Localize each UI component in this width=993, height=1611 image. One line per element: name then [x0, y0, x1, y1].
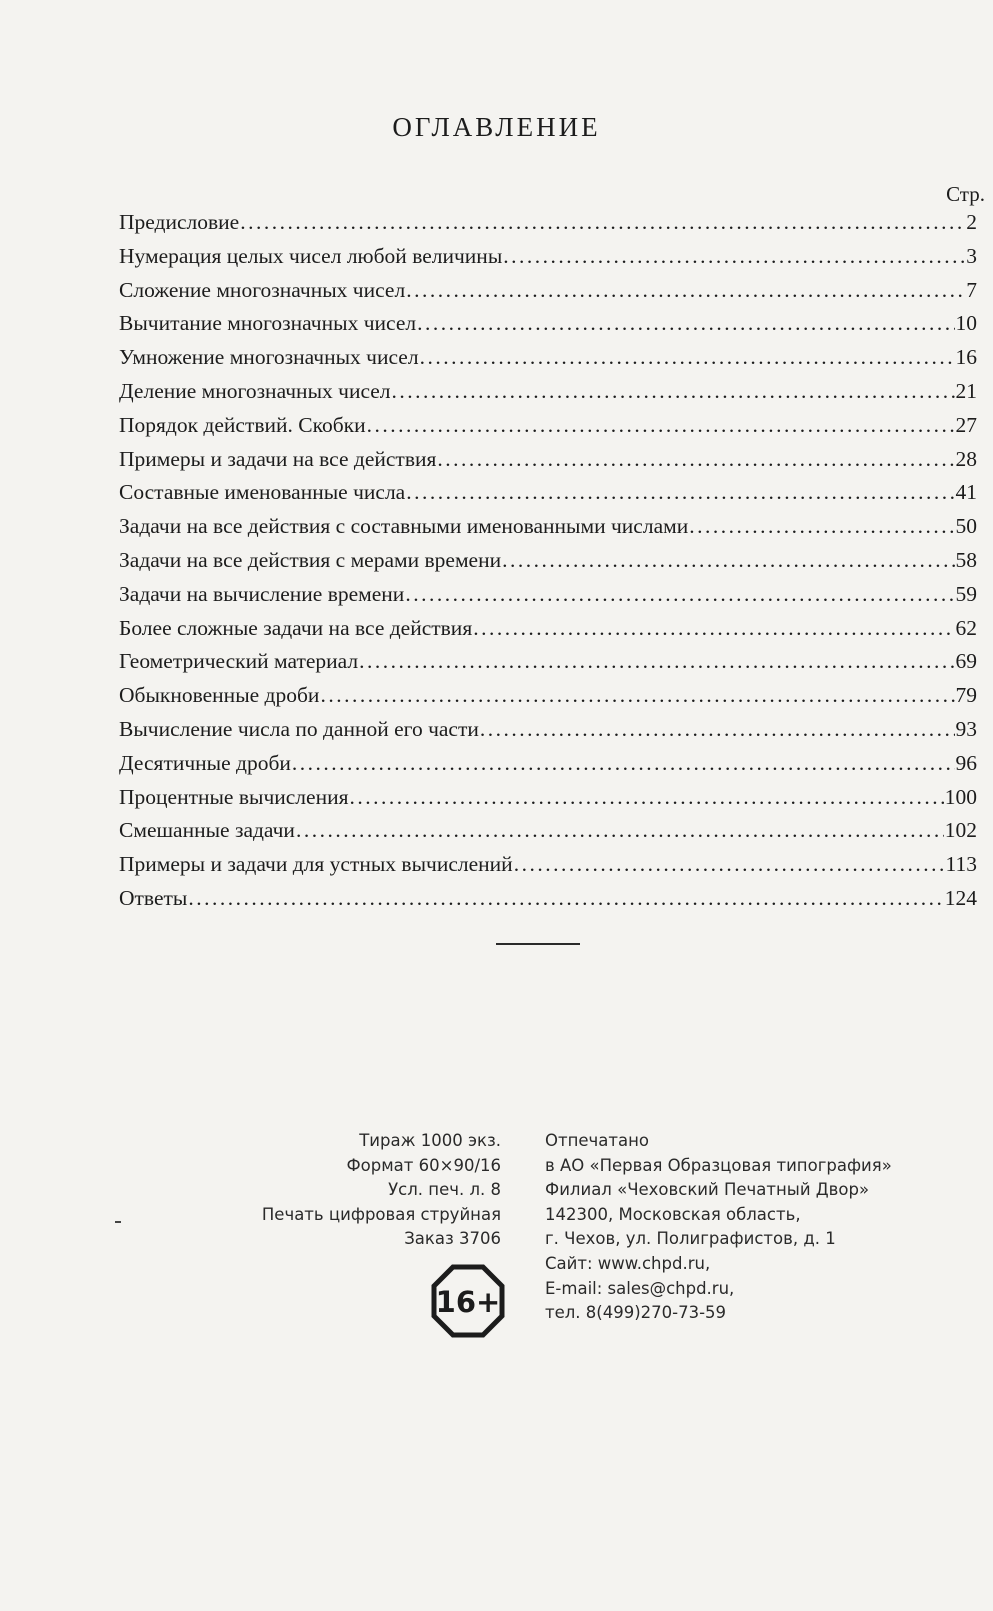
- toc-leader-dots: [473, 612, 954, 646]
- toc-leader-dots: [417, 307, 954, 341]
- toc-entry: [119, 206, 977, 240]
- toc-entry-title: Предисловие: [119, 210, 240, 234]
- toc-entry: [119, 544, 977, 578]
- age-rating-label: 16+: [435, 1285, 501, 1319]
- toc-entry-title: Ответы: [119, 885, 188, 910]
- toc-entry: [119, 375, 977, 409]
- toc-leader-dots: [514, 848, 945, 882]
- toc-entry: [119, 476, 977, 510]
- toc-leader-dots: [188, 882, 943, 916]
- toc-entry-title: Процентные вычисления: [119, 784, 349, 809]
- toc-entry-page: 50: [955, 514, 977, 539]
- toc-entry-page: 27: [955, 412, 977, 437]
- toc-entry-page: 96: [955, 750, 977, 775]
- toc-entry: [119, 409, 977, 443]
- toc-entry-title: Десятичные дроби: [119, 750, 291, 775]
- octagon-icon: [431, 1264, 505, 1338]
- toc-entry: [119, 510, 977, 544]
- toc-entry-title: Нумерация целых чисел любой величины: [119, 243, 503, 268]
- toc-entry-title: Примеры и задачи для устных вычислений: [119, 852, 513, 877]
- toc-leader-dots: [503, 240, 965, 274]
- toc-entry-title: Смешанные задачи: [119, 818, 295, 843]
- toc-leader-dots: [437, 443, 954, 477]
- section-divider: [496, 943, 580, 945]
- imprint-line: Заказ 3706: [404, 1229, 501, 1249]
- toc-entry: [119, 307, 977, 341]
- imprint-line: г. Чехов, ул. Полиграфистов, д. 1: [545, 1229, 836, 1249]
- toc-leader-dots: [359, 645, 954, 679]
- toc-entry-page: 3: [966, 243, 977, 268]
- toc-leader-dots: [349, 781, 943, 815]
- toc-leader-dots: [689, 510, 954, 544]
- toc-entry: [119, 781, 977, 815]
- toc-entry-page: 10: [955, 311, 977, 336]
- toc-entry-page: 28: [955, 446, 977, 471]
- toc-leader-dots: [240, 206, 965, 240]
- toc-leader-dots: [296, 814, 944, 848]
- toc-entry-page: 100: [944, 784, 977, 809]
- toc-entry-page: 21: [955, 378, 977, 403]
- table-of-contents: [119, 206, 977, 916]
- toc-entry: [119, 578, 977, 612]
- toc-entry-page: 58: [955, 547, 977, 572]
- toc-entry-title: Обыкновенные дроби: [119, 683, 320, 708]
- imprint-line: Формат 60×90/16: [346, 1155, 501, 1175]
- toc-leader-dots: [480, 713, 955, 747]
- toc-entry-page: 62: [955, 615, 977, 640]
- imprint-line: Печать цифровая струйная: [261, 1204, 501, 1224]
- toc-leader-dots: [392, 375, 955, 409]
- toc-entry-page: 79: [955, 683, 977, 708]
- toc-entry-title: Деление многозначных чисел: [119, 378, 391, 403]
- toc-leader-dots: [320, 679, 954, 713]
- imprint-line: Филиал «Чеховский Печатный Двор»: [545, 1180, 870, 1200]
- page-title: ОГЛАВЛЕНИЕ: [392, 112, 601, 142]
- toc-entry-title: Умножение многозначных чисел: [119, 345, 419, 370]
- imprint-line: 142300, Московская область,: [545, 1204, 801, 1224]
- toc-entry-title: Более сложные задачи на все действия: [119, 615, 473, 640]
- toc-entry-title: Задачи на все действия с мерами времени: [119, 547, 502, 572]
- toc-entry: [119, 882, 977, 916]
- toc-entry-title: Примеры и задачи на все действия: [119, 446, 437, 471]
- toc-entry-page: 124: [944, 885, 977, 910]
- toc-entry-page: 69: [955, 649, 977, 674]
- imprint-print-details: [262, 1129, 501, 1252]
- imprint-printer-details: [545, 1129, 892, 1326]
- toc-entry: [119, 443, 977, 477]
- margin-mark: [115, 1221, 121, 1223]
- toc-entry: [119, 645, 977, 679]
- imprint-line: Сайт: www.chpd.ru,: [545, 1253, 711, 1273]
- toc-entry: [119, 679, 977, 713]
- imprint-line: Отпечатано: [545, 1131, 650, 1150]
- toc-entry-title: Порядок действий. Скобки: [119, 412, 366, 437]
- toc-entry: [119, 814, 977, 848]
- toc-entry: [119, 612, 977, 646]
- toc-entry: [119, 240, 977, 274]
- toc-entry: [119, 274, 977, 308]
- toc-entry-page: 102: [944, 818, 977, 843]
- toc-entry: [119, 341, 977, 375]
- toc-leader-dots: [406, 274, 965, 308]
- toc-entry-page: 16: [955, 345, 977, 370]
- toc-entry: [119, 713, 977, 747]
- toc-entry-page: 113: [945, 852, 977, 877]
- toc-entry-title: Составные именованные числа: [119, 480, 406, 505]
- imprint-line: тел. 8(499)270-73-59: [545, 1303, 727, 1323]
- toc-entry: [119, 848, 977, 882]
- imprint-line: Тираж 1000 экз.: [359, 1131, 501, 1150]
- toc-entry-page: 93: [955, 716, 977, 741]
- toc-leader-dots: [406, 476, 954, 510]
- toc-entry-title: Вычитание многозначных чисел: [119, 311, 417, 336]
- age-rating-badge: [431, 1264, 505, 1338]
- toc-entry: [119, 747, 977, 781]
- toc-leader-dots: [420, 341, 955, 375]
- imprint-line: Усл. печ. л. 8: [388, 1180, 501, 1200]
- imprint-line: E-mail: sales@chpd.ru,: [545, 1278, 735, 1298]
- toc-entry-page: 41: [955, 480, 977, 505]
- toc-entry-title: Геометрический материал: [119, 649, 359, 674]
- toc-leader-dots: [502, 544, 954, 578]
- page-column-label: Стр.: [946, 182, 985, 206]
- toc-entry-title: Задачи на вычисление времени: [119, 581, 405, 606]
- toc-entry-page: 59: [955, 581, 977, 606]
- toc-entry-page: 7: [966, 277, 977, 302]
- toc-entry-title: Сложение многозначных чисел: [119, 277, 406, 302]
- toc-leader-dots: [367, 409, 955, 443]
- toc-leader-dots: [405, 578, 954, 612]
- toc-leader-dots: [292, 747, 955, 781]
- toc-entry-title: Задачи на все действия с составными именованными числами: [119, 514, 689, 539]
- imprint-line: в АО «Первая Образцовая типография»: [545, 1155, 892, 1175]
- toc-entry-title: Вычисление числа по данной его части: [119, 716, 479, 741]
- toc-entry-page: 2: [966, 210, 977, 234]
